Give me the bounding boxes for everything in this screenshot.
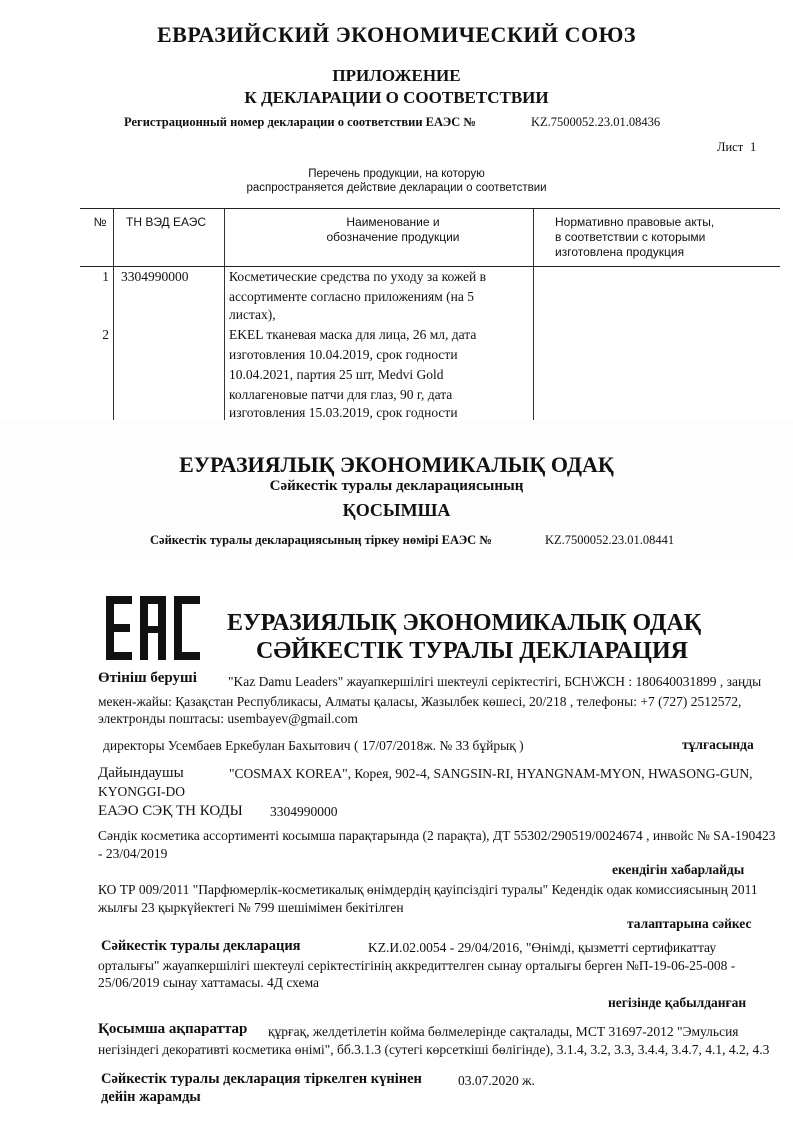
union-title-kz: ЕУРАЗИЯЛЫҚ ЭКОНОМИКАЛЫҚ ОДАҚ (179, 452, 614, 477)
code-label: ЕАЭО СЭҚ ТН КОДЫ (98, 803, 243, 819)
appendix-section-ru (0, 0, 793, 420)
row-text-line: коллагеновые патчи для глаз, 90 г, дата (229, 387, 453, 402)
sheet-number: 1 (750, 140, 757, 154)
applicant-line: "Kaz Damu Leaders" жауапкершілігі шектеулі серіктестігі, БСН\ЖСН : 180640031899 , заңды (228, 674, 762, 689)
header-no: № (80, 209, 120, 267)
header-norm (549, 209, 780, 267)
row-text-line: изготовления 10.04.2019, срок годности (229, 347, 458, 362)
reg-number-kz: KZ.7500052.23.01.08441 (545, 533, 675, 547)
appendix-section-kz (0, 420, 793, 560)
complies-label: талаптарына сәйкес (627, 916, 752, 931)
row-text-line: Косметические средства по уходу за кожей в (229, 269, 487, 284)
declaration-section (0, 560, 793, 1122)
appendix-title: ПРИЛОЖЕНИЕ (332, 66, 461, 85)
extra-info-label: Қосымша ақпараттар (98, 1021, 248, 1037)
appendix-title-kz: ҚОСЫМША (342, 500, 451, 520)
header-norm-line: изготовлена продукция (555, 245, 685, 259)
declaration-title: СӘЙКЕСТІК ТУРАЛЫ ДЕКЛАРАЦИЯ (256, 638, 688, 664)
header-name (237, 209, 549, 267)
declaration-line: KZ.И.02.0054 - 29/04/2016, "Өнімді, қызметті сертификаттау (368, 940, 717, 955)
reg-number: KZ.7500052.23.01.08436 (531, 115, 661, 129)
list-heading-2: распространяется действие декларации о соответствии (246, 182, 547, 194)
row-number: 2 (102, 327, 109, 342)
appendix-subtitle: К ДЕКЛАРАЦИИ О СООТВЕТСТВИИ (244, 88, 549, 107)
accepted-label: негізінде қабылданған (608, 995, 747, 1010)
header-tn: ТН ВЭД ЕАЭС (120, 209, 237, 267)
declaration-line: 25/06/2019 сынау хаттамасы. 4Д схема (98, 975, 320, 990)
sheet-label: Лист (717, 140, 744, 154)
row-code: 3304990000 (121, 269, 189, 284)
header-norm-line: Нормативно правовые акты, (555, 215, 715, 229)
appendix-subtitle-kz: Сәйкестік туралы декларациясының (269, 478, 524, 494)
tr-line: жылғы 23 қыркүйектегі № 799 шешімімен бекітілген (98, 900, 404, 915)
declaration-label: Сәйкестік туралы декларация (101, 938, 301, 954)
union-title-decl: ЕУРАЗИЯЛЫҚ ЭКОНОМИКАЛЫҚ ОДАҚ (227, 610, 702, 636)
product-list-table (80, 208, 780, 267)
extra-info-line: негізіндегі декоративті косметика өнімі", бб.3.1.3 (сутегі көрсеткіші бөлігінде), 3.1.4, 3.2, 3.3, 3.4.4, 3.4.7, 4.1, 4.2, 4.3 (98, 1042, 770, 1057)
manufacturer-line: KYONGGI-DO (98, 784, 185, 799)
director-line: директоры Усембаев Еркебулан Бахытович ( 17/07/2018ж. № 33 бұйрық ) (103, 738, 524, 753)
product-line: Сәндік косметика ассортименті косымша парақтарында (2 парақта), ДТ 55302/290519/0024674 , инвойс № SA-190423 (98, 828, 776, 843)
validity-label: дейін жарамды (101, 1089, 201, 1105)
applicant-label: Өтініш беруші (98, 670, 197, 686)
tr-line: КО ТР 009/2011 "Парфюмерлік-косметикалық өнімдердің қауіпсіздігі туралы" Кедендік одак комиссиясының 2011 (98, 882, 758, 897)
table-header-row (80, 209, 780, 267)
row-text-line: EKEL тканевая маска для лица, 26 мл, дата (229, 327, 477, 342)
manufacturer-label: Дайындаушы (98, 765, 184, 781)
manufacturer-line: "COSMAX KOREA", Корея, 902-4, SANGSIN-RI, HYANGNAM-MYON, HWASONG-GUN, (229, 766, 753, 781)
row-text-line: 10.04.2021, партия 25 шт, Medvi Gold (229, 367, 444, 382)
eac-logo (106, 596, 200, 660)
header-name-line: обозначение продукции (326, 230, 460, 244)
header-name-line: Наименование и (346, 215, 440, 229)
applicant-line: электронды поштасы: usembayev@gmail.com (98, 711, 358, 726)
row-text-line: изготовления 15.03.2019, срок годности (229, 405, 458, 420)
row-text-line: листах), (229, 307, 276, 322)
person-label: тұлғасында (682, 737, 754, 752)
declaration-line: орталығы" жауапкершілігі шектеулі серіктестігінің аккредиттелген сынау орталығы берген №П-19-06-25-008 - (98, 958, 736, 973)
header-norm-line: в соответствии с которыми (555, 230, 706, 244)
declares-label: екендігін хабарлайды (612, 862, 745, 877)
applicant-line: мекен-жайы: Қазақстан Республикасы, Алматы қаласы, Жазылбек көшесі, 20/218 , телефоны: +7 (727) 2512572, (98, 694, 742, 709)
validity-date: 03.07.2020 ж. (458, 1073, 535, 1088)
extra-info-line: құрғақ, желдетілетін койма бөлмелерінде сақталады, МСТ 31697-2012 "Эмульсия (268, 1024, 739, 1039)
reg-label-kz: Сәйкестік туралы декларациясының тіркеу нөмірі ЕАЭС № (150, 533, 492, 547)
list-heading-1: Перечень продукции, на которую (308, 168, 485, 180)
reg-label: Регистрационный номер декларации о соответствии ЕАЭС № (124, 115, 476, 129)
product-line: - 23/04/2019 (98, 846, 168, 861)
union-title-ru: ЕВРАЗИЙСКИЙ ЭКОНОМИЧЕСКИЙ СОЮЗ (156, 22, 637, 47)
row-text-line: ассортименте согласно приложениям (на 5 (229, 289, 475, 304)
validity-label: Сәйкестік туралы декларация тіркелген күнінен (101, 1071, 422, 1087)
code-value: 3304990000 (270, 804, 338, 819)
row-number: 1 (102, 269, 109, 284)
